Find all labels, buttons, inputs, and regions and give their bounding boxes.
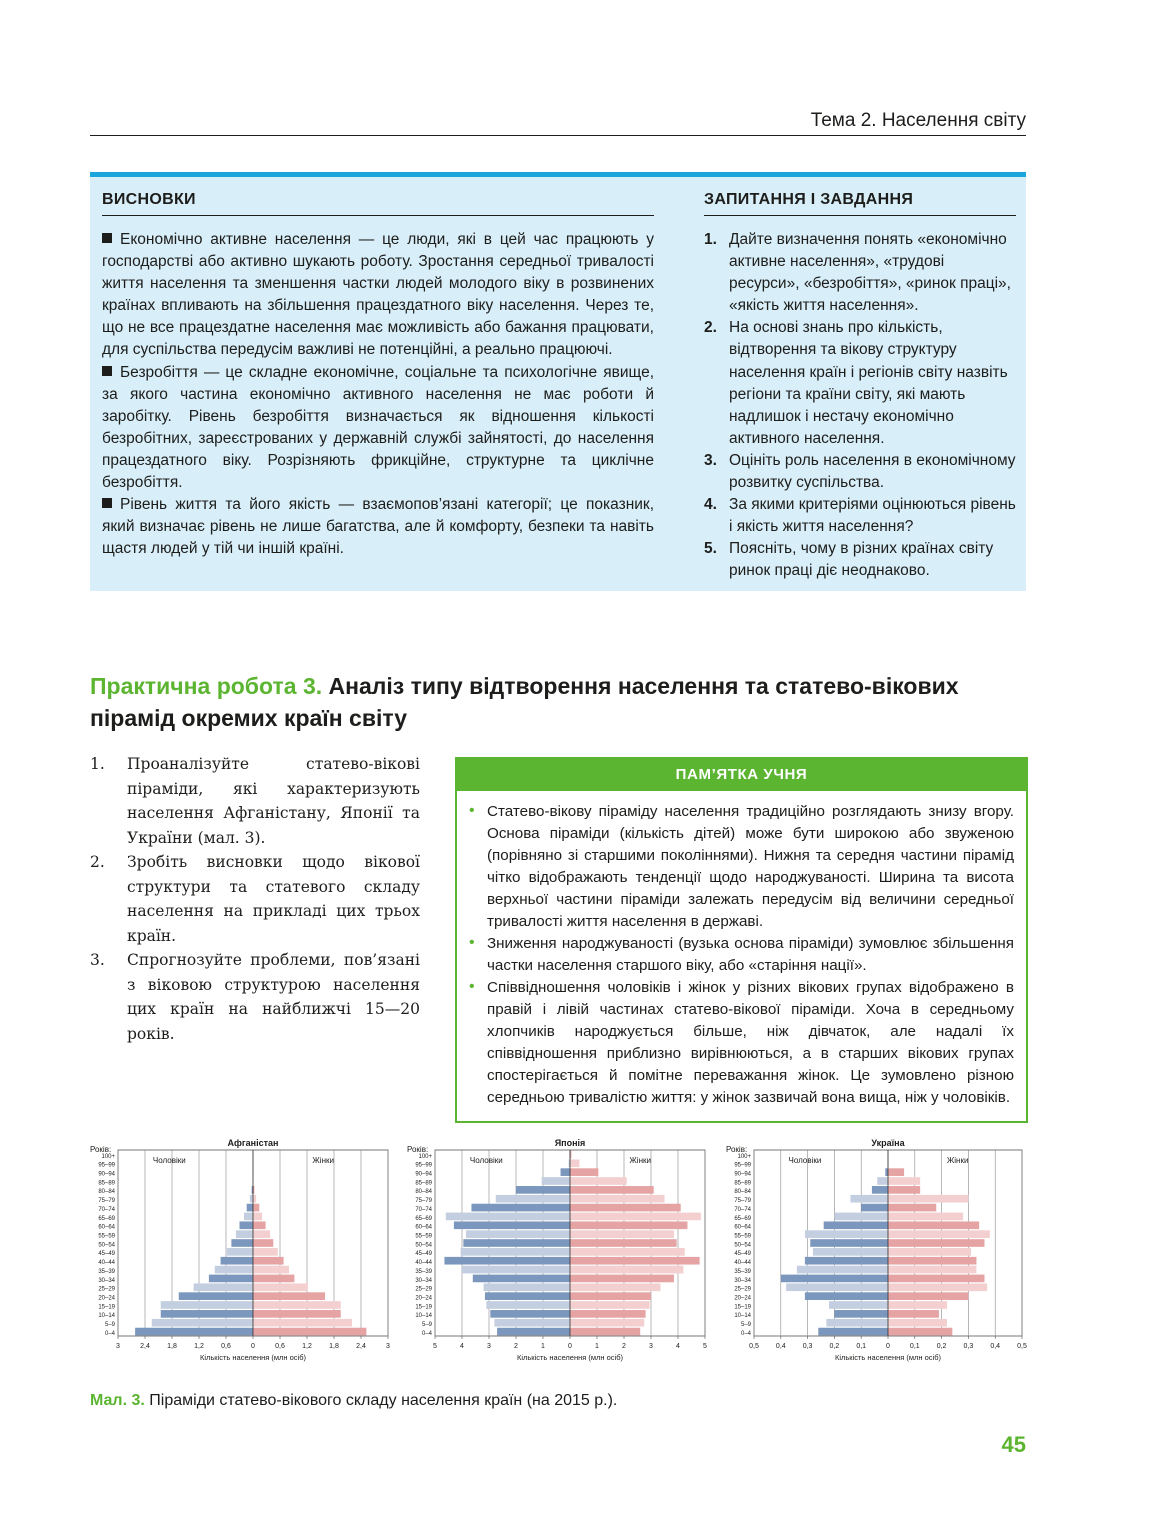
male-bar: [850, 1195, 888, 1203]
age-group-label: 90–94: [98, 1171, 115, 1178]
memo-item: • Співвідношення чоловіків і жінок у різних вікових групах відображено в правій і лівій частинах статево-вікової піраміди. Хоча в середньому хлопчиків народжується більше, ніж дівчаток, але надалі їх співвідношення приблизно вирівнюються, а в старших вікових групах спостерігається й помітне переважання жінок. Це зумовлено різною середньою тривалістю життя: у жінок зазвичай вона вища, ніж у чоловіків.: [469, 978, 1014, 1106]
x-tick-label: 1: [595, 1343, 599, 1350]
age-group-label: 95–99: [734, 1162, 751, 1169]
practical-title: [90, 670, 1030, 734]
x-tick-label: 0: [568, 1343, 572, 1350]
male-bar: [826, 1319, 888, 1327]
female-bar: [253, 1213, 262, 1221]
male-bar: [494, 1319, 570, 1327]
age-group-label: 65–69: [734, 1215, 751, 1222]
x-tick-label: 4: [460, 1343, 464, 1350]
age-group-label: 5–9: [104, 1322, 115, 1329]
age-group-label: 75–79: [98, 1198, 115, 1205]
age-axis-label: Років:: [726, 1145, 748, 1154]
age-group-label: 80–84: [734, 1189, 751, 1196]
male-legend-label: Чоловіки: [788, 1156, 822, 1165]
x-axis-label: Кількість населення (млн осіб): [516, 1353, 624, 1362]
age-group-label: 65–69: [98, 1215, 115, 1222]
age-group-label: 20–24: [415, 1295, 432, 1302]
age-group-label: 55–59: [734, 1233, 751, 1240]
figure-caption: [90, 1392, 617, 1410]
age-group-label: 80–84: [415, 1189, 432, 1196]
age-group-label: 95–99: [415, 1162, 432, 1169]
age-group-label: 85–89: [98, 1180, 115, 1187]
tasks-list: [90, 752, 420, 1046]
x-tick-label: 0,6: [275, 1343, 285, 1350]
male-bar: [813, 1248, 888, 1256]
x-tick-label: 3: [487, 1343, 491, 1350]
population-pyramids: [90, 1132, 1030, 1382]
age-group-label: 40–44: [415, 1260, 432, 1267]
age-group-label: 45–49: [734, 1251, 751, 1258]
male-bar: [461, 1248, 570, 1256]
female-bar: [570, 1204, 681, 1212]
x-tick-label: 2,4: [356, 1343, 366, 1350]
x-tick-label: 0: [251, 1343, 255, 1350]
male-bar: [446, 1213, 570, 1221]
question-item: 3. Оцініть роль населення в економічному розвитку суспільства.: [704, 451, 1016, 492]
female-bar: [253, 1221, 266, 1229]
female-bar: [888, 1328, 952, 1336]
chart-title: Афганістан: [227, 1138, 279, 1148]
female-bar: [888, 1292, 968, 1300]
male-bar: [194, 1283, 253, 1291]
age-group-label: 50–54: [98, 1242, 115, 1249]
female-bar: [253, 1310, 341, 1318]
x-tick-label: 5: [703, 1343, 707, 1350]
age-group-label: 100+: [418, 1153, 432, 1160]
male-bar: [240, 1221, 254, 1229]
x-tick-label: 1,2: [194, 1343, 204, 1350]
male-bar: [485, 1292, 570, 1300]
male-bar: [861, 1204, 888, 1212]
female-bar: [888, 1230, 990, 1238]
header-topic: Тема 2. Населення світу: [810, 110, 1026, 131]
x-tick-label: 3: [386, 1343, 390, 1350]
male-bar: [466, 1230, 570, 1238]
male-bar: [818, 1328, 888, 1336]
male-bar: [834, 1213, 888, 1221]
female-bar: [253, 1266, 289, 1274]
male-bar: [561, 1168, 570, 1176]
square-bullet-icon: [102, 366, 112, 376]
conclusion-paragraph: Безробіття — це складне економічне, соціальне та психологічне явище, за якого частина економічно активного населення не має роботи й заробітку. Рівень безробіття визначається як відношення кількості безробітних, зареєстрованих у державній службі зайнятості, до населення працездатного віку. Розрізняють фрикційне, структурне та циклічне безробіття.: [102, 363, 654, 492]
task-item: 3. Спрогнозуйте проблеми, пов’язані з віковою структурою населення цих країн на найближчі 15—20 років.: [90, 951, 420, 1043]
male-bar: [471, 1204, 570, 1212]
male-bar: [497, 1328, 570, 1336]
male-bar: [462, 1266, 570, 1274]
female-bar: [570, 1177, 627, 1185]
male-bar: [463, 1239, 570, 1247]
female-bar: [888, 1266, 976, 1274]
female-bar: [253, 1283, 308, 1291]
age-group-label: 60–64: [734, 1224, 751, 1231]
age-group-label: 15–19: [98, 1304, 115, 1311]
bullet-icon: •: [469, 978, 475, 995]
memo-list: [469, 801, 1014, 1109]
age-group-label: 0–4: [740, 1330, 751, 1337]
age-group-label: 10–14: [734, 1313, 751, 1320]
task-item: 2. Зробіть висновки щодо вікової структури та статевого складу населення на прикладі цих трьох країн.: [90, 853, 420, 945]
female-bar: [570, 1319, 644, 1327]
conclusion-paragraph: Рівень життя та його якість — взаємопов’язані категорії; це показник, який визначає рівень не лише багатства, але й комфорту, безпеки та навіть щастя людей у тій чи іншій країні.: [102, 496, 654, 558]
memo-item: • Зниження народжуваності (вузька основа піраміди) зумовлює збільшення частки населення старшого віку, або «старіння нації».: [469, 934, 1014, 974]
male-bar: [250, 1195, 253, 1203]
female-bar: [888, 1319, 947, 1327]
male-bar: [829, 1301, 888, 1309]
female-bar: [253, 1257, 284, 1265]
age-group-label: 75–79: [734, 1198, 751, 1205]
female-bar: [253, 1248, 278, 1256]
male-bar: [227, 1248, 253, 1256]
conclusions-rule: [102, 215, 654, 216]
age-group-label: 0–4: [421, 1330, 432, 1337]
task-item: 1. Проаналізуйте статево-вікові піраміди, які характеризують населення Афганістану, Японії та України (мал. 3).: [90, 755, 420, 847]
x-tick-label: 0,4: [990, 1343, 1001, 1350]
female-bar: [253, 1239, 273, 1247]
male-bar: [236, 1230, 253, 1238]
female-bar: [888, 1204, 936, 1212]
female-bar: [570, 1221, 687, 1229]
female-bar: [570, 1328, 640, 1336]
female-bar: [888, 1248, 971, 1256]
x-tick-label: 0,5: [749, 1343, 759, 1350]
x-tick-label: 2: [622, 1343, 626, 1350]
x-tick-label: 0,5: [1017, 1343, 1027, 1350]
female-bar: [253, 1195, 256, 1203]
summary-box: [90, 172, 1026, 591]
age-group-label: 35–39: [98, 1268, 115, 1275]
x-tick-label: 1,8: [167, 1343, 177, 1350]
question-item: 5. Поясніть, чому в різних країнах світу ринок праці діє неоднаково.: [704, 540, 994, 580]
male-legend-label: Чоловіки: [152, 1156, 186, 1165]
question-item: 1. Дайте визначення понять «економічно активне населення», «трудові ресурси», «безробіття», «ринок праці», «якість життя населення».: [704, 231, 1011, 315]
age-group-label: 45–49: [98, 1251, 115, 1258]
practical-label: Практична робота 3.: [90, 673, 323, 699]
male-bar: [490, 1310, 570, 1318]
age-group-label: 0–4: [104, 1330, 115, 1337]
x-tick-label: 3: [649, 1343, 653, 1350]
questions-title: ЗАПИТАННЯ І ЗАВДАННЯ: [704, 191, 914, 208]
female-bar: [570, 1275, 674, 1283]
male-bar: [824, 1221, 888, 1229]
age-group-label: 10–14: [415, 1313, 432, 1320]
age-group-label: 30–34: [734, 1277, 751, 1284]
age-group-label: 20–24: [98, 1295, 115, 1302]
x-tick-label: 0,1: [909, 1343, 920, 1350]
male-bar: [786, 1283, 888, 1291]
female-bar: [888, 1221, 979, 1229]
age-group-label: 60–64: [415, 1224, 432, 1231]
female-bar: [570, 1159, 579, 1167]
age-group-label: 100+: [737, 1153, 751, 1160]
female-bar: [570, 1230, 674, 1238]
male-bar: [805, 1230, 888, 1238]
female-bar: [253, 1275, 294, 1283]
x-tick-label: 0,3: [802, 1343, 813, 1350]
page-number: 45: [1001, 1432, 1026, 1457]
male-bar: [209, 1275, 253, 1283]
age-axis-label: Років:: [407, 1145, 429, 1154]
square-bullet-icon: [102, 498, 112, 508]
male-bar: [247, 1204, 253, 1212]
x-tick-label: 0,1: [856, 1343, 867, 1350]
female-bar: [570, 1310, 646, 1318]
age-group-label: 40–44: [98, 1260, 115, 1267]
female-bar: [253, 1230, 270, 1238]
header-rule: [90, 135, 1026, 136]
male-bar: [231, 1239, 253, 1247]
age-group-label: 35–39: [734, 1268, 751, 1275]
x-tick-label: 3: [116, 1343, 120, 1350]
chart-title: Японія: [554, 1138, 586, 1148]
age-group-label: 25–29: [98, 1286, 115, 1293]
square-bullet-icon: [102, 233, 112, 243]
memo-box: [455, 757, 1028, 1123]
male-bar: [179, 1292, 253, 1300]
age-group-label: 35–39: [415, 1268, 432, 1275]
age-group-label: 70–74: [734, 1206, 751, 1213]
female-bar: [888, 1275, 984, 1283]
female-legend-label: Жінки: [312, 1156, 334, 1165]
age-group-label: 85–89: [734, 1180, 751, 1187]
x-tick-label: 5: [433, 1343, 437, 1350]
bullet-icon: •: [469, 802, 475, 819]
x-tick-label: 0,2: [936, 1343, 947, 1350]
age-group-label: 55–59: [98, 1233, 115, 1240]
age-group-label: 25–29: [415, 1286, 432, 1293]
male-bar: [152, 1319, 253, 1327]
female-legend-label: Жінки: [629, 1156, 651, 1165]
male-bar: [810, 1239, 888, 1247]
female-bar: [570, 1266, 683, 1274]
male-bar: [781, 1275, 888, 1283]
memo-item: • Статево-вікову піраміду населення традиційно розглядають знизу вгору. Основа піраміди (кількість дітей) може бути широкою або звуженою (порівняно зі старшими поколіннями). Нижня та середня частини пірамід чітко відображають тенденції щодо народжуваності. Ширина та висота верхньої частини піраміди залежать передусім від величини середньої тривалості життя населення в державі.: [469, 802, 1014, 930]
male-bar: [221, 1257, 253, 1265]
male-bar: [797, 1266, 888, 1274]
female-bar: [570, 1283, 660, 1291]
female-bar: [253, 1204, 259, 1212]
male-bar: [496, 1195, 570, 1203]
female-bar: [570, 1248, 685, 1256]
male-bar: [542, 1177, 570, 1185]
female-legend-label: Жінки: [946, 1156, 969, 1165]
caption-text: Піраміди статево-вікового складу населення країн (на 2015 р.).: [149, 1392, 618, 1409]
practical-heading: Аналіз типу відтворення населення та статево-вікових пірамід окремих країн світу: [90, 673, 959, 731]
conclusions-text: [102, 229, 654, 560]
female-bar: [888, 1257, 976, 1265]
male-bar: [244, 1213, 253, 1221]
female-bar: [253, 1301, 341, 1309]
female-bar: [888, 1301, 947, 1309]
female-bar: [888, 1239, 984, 1247]
male-bar: [444, 1257, 570, 1265]
memo-title: ПАМ’ЯТКА УЧНЯ: [457, 759, 1026, 791]
female-bar: [570, 1239, 677, 1247]
male-bar: [135, 1328, 253, 1336]
x-tick-label: 0: [886, 1343, 890, 1350]
female-bar: [253, 1319, 352, 1327]
male-legend-label: Чоловіки: [469, 1156, 503, 1165]
age-group-label: 40–44: [734, 1260, 751, 1267]
x-tick-label: 1: [541, 1343, 545, 1350]
age-group-label: 100+: [101, 1153, 115, 1160]
age-group-label: 90–94: [415, 1171, 432, 1178]
male-bar: [805, 1257, 888, 1265]
age-group-label: 5–9: [421, 1322, 432, 1329]
questions-list: [704, 229, 1016, 583]
male-bar: [834, 1310, 888, 1318]
x-axis-label: Кількість населення (млн осіб): [834, 1353, 942, 1362]
age-group-label: 60–64: [98, 1224, 115, 1231]
age-group-label: 65–69: [415, 1215, 432, 1222]
age-group-label: 80–84: [98, 1189, 115, 1196]
x-tick-label: 0,4: [775, 1343, 786, 1350]
female-bar: [570, 1292, 651, 1300]
age-group-label: 25–29: [734, 1286, 751, 1293]
female-bar: [888, 1213, 963, 1221]
x-tick-label: 4: [676, 1343, 680, 1350]
female-bar: [888, 1310, 939, 1318]
male-bar: [454, 1221, 570, 1229]
age-axis-label: Років:: [90, 1145, 112, 1154]
conclusions-title: ВИСНОВКИ: [102, 191, 196, 208]
x-tick-label: 0,6: [221, 1343, 231, 1350]
age-group-label: 50–54: [415, 1242, 432, 1249]
female-bar: [888, 1177, 920, 1185]
age-group-label: 15–19: [734, 1304, 751, 1311]
age-group-label: 5–9: [740, 1322, 751, 1329]
male-bar: [161, 1301, 253, 1309]
female-bar: [570, 1186, 654, 1194]
male-bar: [516, 1186, 570, 1194]
age-group-label: 50–54: [734, 1242, 751, 1249]
age-group-label: 20–24: [734, 1295, 751, 1302]
caption-label: Мал. 3.: [90, 1392, 145, 1409]
question-item: 2. На основі знань про кількість, відтворення та вікову структуру населення країн і регіонів світу назвіть регіони та країни світу, які мають надлишок і нестачу економічно активного населення.: [704, 319, 1008, 447]
female-bar: [253, 1292, 325, 1300]
age-group-label: 95–99: [98, 1162, 115, 1169]
chart-title: Україна: [871, 1138, 905, 1148]
age-group-label: 70–74: [98, 1206, 115, 1213]
female-bar: [570, 1301, 650, 1309]
male-bar: [872, 1186, 888, 1194]
male-bar: [161, 1310, 253, 1318]
female-bar: [570, 1213, 701, 1221]
age-group-label: 70–74: [415, 1206, 432, 1213]
age-group-label: 15–19: [415, 1304, 432, 1311]
female-bar: [570, 1195, 665, 1203]
x-tick-label: 1,8: [329, 1343, 339, 1350]
female-bar: [888, 1195, 968, 1203]
female-bar: [888, 1168, 904, 1176]
x-tick-label: 2,4: [140, 1343, 150, 1350]
x-tick-label: 2: [514, 1343, 518, 1350]
male-bar: [877, 1177, 888, 1185]
bullet-icon: •: [469, 934, 475, 951]
age-group-label: 90–94: [734, 1171, 751, 1178]
conclusion-paragraph: Економічно активне населення — це люди, які в цей час працюють у господарстві або активно шукають роботу. Зростання середньої тривалості життя населення та зменшення частки людей молодого віку в розвинених країнах впливають на збільшення працездатного віку населення. Через те, що не все працездатне населення має можливість або бажання працювати, для суспільства передусім важливі не потенційні, а реально працюючі.: [102, 231, 654, 359]
female-bar: [888, 1283, 987, 1291]
male-bar: [215, 1266, 253, 1274]
x-axis-label: Кількість населення (млн осіб): [199, 1353, 307, 1362]
age-group-label: 30–34: [415, 1277, 432, 1284]
female-bar: [888, 1186, 920, 1194]
x-tick-label: 0,2: [829, 1343, 840, 1350]
age-group-label: 55–59: [415, 1233, 432, 1240]
male-bar: [473, 1275, 570, 1283]
age-group-label: 30–34: [98, 1277, 115, 1284]
female-bar: [253, 1328, 366, 1336]
male-bar: [486, 1301, 570, 1309]
male-bar: [885, 1168, 888, 1176]
x-tick-label: 0,3: [963, 1343, 974, 1350]
age-group-label: 10–14: [98, 1313, 115, 1320]
age-group-label: 45–49: [415, 1251, 432, 1258]
female-bar: [570, 1257, 700, 1265]
male-bar: [484, 1283, 570, 1291]
question-item: 4. За якими критеріями оцінюються рівень і якість життя населення?: [704, 496, 1016, 536]
male-bar: [805, 1292, 888, 1300]
age-group-label: 75–79: [415, 1198, 432, 1205]
questions-rule: [704, 215, 1016, 216]
age-group-label: 85–89: [415, 1180, 432, 1187]
female-bar: [570, 1168, 598, 1176]
x-tick-label: 1,2: [302, 1343, 312, 1350]
